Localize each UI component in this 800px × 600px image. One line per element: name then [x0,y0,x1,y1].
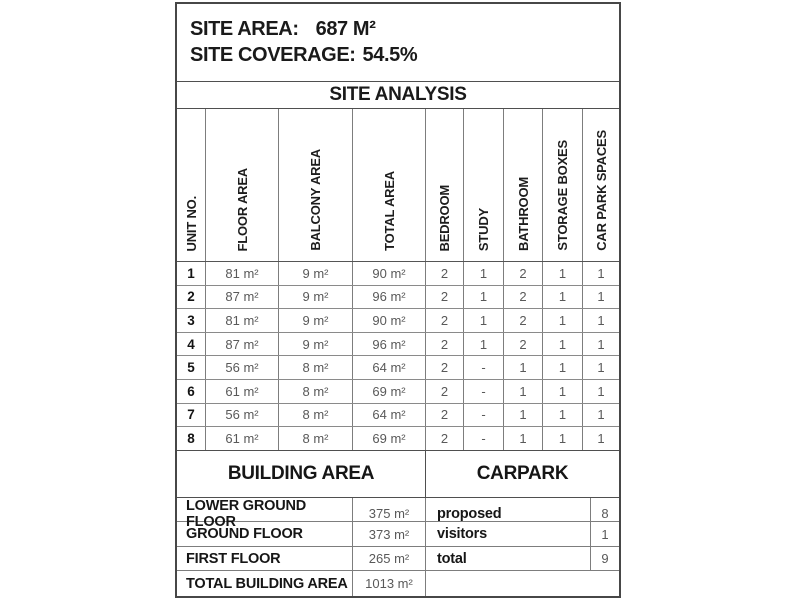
cell-car-park-spaces: 1 [597,265,605,281]
cell-balcony-area: 8 m² [279,380,353,403]
cell-car-park-spaces: 1 [597,383,605,399]
site-area-line [190,18,619,41]
cell-bedroom: 2 [426,356,464,379]
cell-storage-boxes: 1 [543,262,583,285]
col-header-bedroom-label: BEDROOM [437,184,452,251]
building-area-row-value: 373 m² [353,522,426,546]
site-analysis-sheet [175,2,621,598]
cell-car-park-spaces: 1 [597,407,605,423]
col-header-study [464,109,504,261]
cell-bathroom: 1 [504,404,543,427]
cell-balcony-area: 8 m² [279,356,353,379]
cell-total-area: 64 m² [353,356,426,379]
cell-car-park-spaces: 1 [597,360,605,376]
carpark-row-value: 1 [601,526,609,542]
cell-storage-boxes: 1 [543,286,583,309]
site-info-box [177,4,619,82]
col-header-car-park-spaces-label: CAR PARK SPACES [593,130,609,251]
cell-storage-boxes: 1 [543,427,583,450]
cell-unit-no: 6 [177,380,206,403]
col-header-storage-boxes [543,109,583,261]
building-area-row-label: LOWER GROUND FLOOR [177,498,353,530]
col-header-total-area [353,109,426,261]
table-row [177,356,619,380]
cell-total-area: 69 m² [353,380,426,403]
carpark-title: CARPARK [476,462,569,484]
cell-balcony-area: 9 m² [279,333,353,356]
cell-bathroom: 2 [504,286,543,309]
table-row [177,286,619,310]
table-row [177,333,619,357]
site-coverage-value: 54.5% [362,44,418,66]
cell-balcony-area: 9 m² [279,262,353,285]
table-row [177,309,619,333]
cell-balcony-area: 9 m² [279,286,353,309]
cell-study: - [464,404,504,427]
col-header-total-area-label: TOTAL AREA [381,171,397,251]
cell-bathroom: 2 [504,262,543,285]
building-area-row-value: 375 m² [353,498,426,530]
cell-bedroom: 2 [426,404,464,427]
cell-storage-boxes: 1 [543,380,583,403]
site-coverage-line [190,44,619,67]
cell-total-area: 90 m² [353,262,426,285]
site-area-label: SITE AREA: [190,18,299,40]
cell-unit-no: 1 [177,262,206,285]
cell-storage-boxes: 1 [543,356,583,379]
cell-bathroom: 2 [504,333,543,356]
table-row [177,262,619,286]
carpark-row-value: 9 [601,551,609,566]
bottom-row-total [177,571,619,596]
col-header-unit-no [177,109,206,261]
cell-total-area: 69 m² [353,427,426,450]
table-row [177,404,619,428]
building-area-row-label: GROUND FLOOR [177,522,353,546]
building-area-row-value: 1013 m² [353,571,426,596]
cell-floor-area: 81 m² [206,262,279,285]
cell-floor-area: 81 m² [206,309,279,332]
cell-bedroom: 2 [426,333,464,356]
cell-bathroom: 1 [504,380,543,403]
col-header-floor-area [206,109,279,261]
cell-unit-no: 3 [177,309,206,332]
bottom-row [177,522,619,547]
cell-floor-area: 61 m² [206,380,279,403]
cell-study: 1 [464,262,504,285]
cell-bedroom: 2 [426,262,464,285]
cell-unit-no: 5 [177,356,206,379]
cell-storage-boxes: 1 [543,333,583,356]
col-header-car-park-spaces [583,109,619,261]
col-header-balcony-area [279,109,353,261]
col-header-bedroom [426,109,464,261]
cell-floor-area: 87 m² [206,333,279,356]
bottom-section-header [177,450,619,498]
carpark-empty-cell [426,571,619,596]
cell-floor-area: 56 m² [206,356,279,379]
col-header-bathroom-label: BATHROOM [515,177,531,251]
cell-car-park-spaces: 1 [597,430,605,446]
carpark-row-label: proposed [426,498,591,530]
cell-car-park-spaces: 1 [597,336,605,352]
cell-floor-area: 87 m² [206,286,279,309]
table-body [177,262,619,451]
table-header-row [177,109,619,262]
col-header-balcony-area-label: BALCONY AREA [308,149,323,251]
cell-unit-no: 8 [177,427,206,450]
cell-bedroom: 2 [426,427,464,450]
cell-storage-boxes: 1 [543,309,583,332]
col-header-bathroom [504,109,543,261]
cell-car-park-spaces: 1 [597,312,605,328]
carpark-row-label: visitors [426,522,591,546]
col-header-study-label: STUDY [476,207,491,251]
building-area-row-value: 265 m² [353,547,426,571]
cell-balcony-area: 8 m² [279,404,353,427]
table-row [177,427,619,451]
cell-balcony-area: 9 m² [279,309,353,332]
cell-unit-no: 2 [177,286,206,309]
col-header-floor-area-label: FLOOR AREA [234,167,250,251]
building-area-title: BUILDING AREA [177,451,426,497]
table-row [177,380,619,404]
cell-total-area: 96 m² [353,333,426,356]
cell-total-area: 90 m² [353,309,426,332]
section-title: SITE ANALYSIS [177,82,619,109]
col-header-unit-no-label: UNIT NO. [183,195,199,251]
cell-bathroom: 2 [504,309,543,332]
bottom-row [177,547,619,572]
cell-study: 1 [464,286,504,309]
cell-study: - [464,380,504,403]
cell-bedroom: 2 [426,380,464,403]
cell-total-area: 96 m² [353,286,426,309]
cell-unit-no: 7 [177,404,206,427]
cell-bathroom: 1 [504,356,543,379]
cell-bedroom: 2 [426,309,464,332]
carpark-row-label: total [426,547,591,571]
cell-total-area: 64 m² [353,404,426,427]
cell-study: 1 [464,333,504,356]
col-header-storage-boxes-label: STORAGE BOXES [555,140,570,251]
cell-storage-boxes: 1 [543,404,583,427]
cell-bathroom: 1 [504,427,543,450]
cell-unit-no: 4 [177,333,206,356]
cell-study: - [464,427,504,450]
cell-bedroom: 2 [426,286,464,309]
site-coverage-label: SITE COVERAGE: [190,44,356,66]
bottom-row [177,497,619,530]
site-area-value: 687 M² [315,18,376,40]
cell-study: 1 [464,309,504,332]
building-area-row-label: TOTAL BUILDING AREA [177,571,353,596]
cell-study: - [464,356,504,379]
cell-car-park-spaces: 1 [597,289,605,305]
cell-floor-area: 61 m² [206,427,279,450]
carpark-row-value: 8 [601,506,609,522]
cell-balcony-area: 8 m² [279,427,353,450]
building-area-row-label: FIRST FLOOR [177,547,353,571]
cell-floor-area: 56 m² [206,404,279,427]
